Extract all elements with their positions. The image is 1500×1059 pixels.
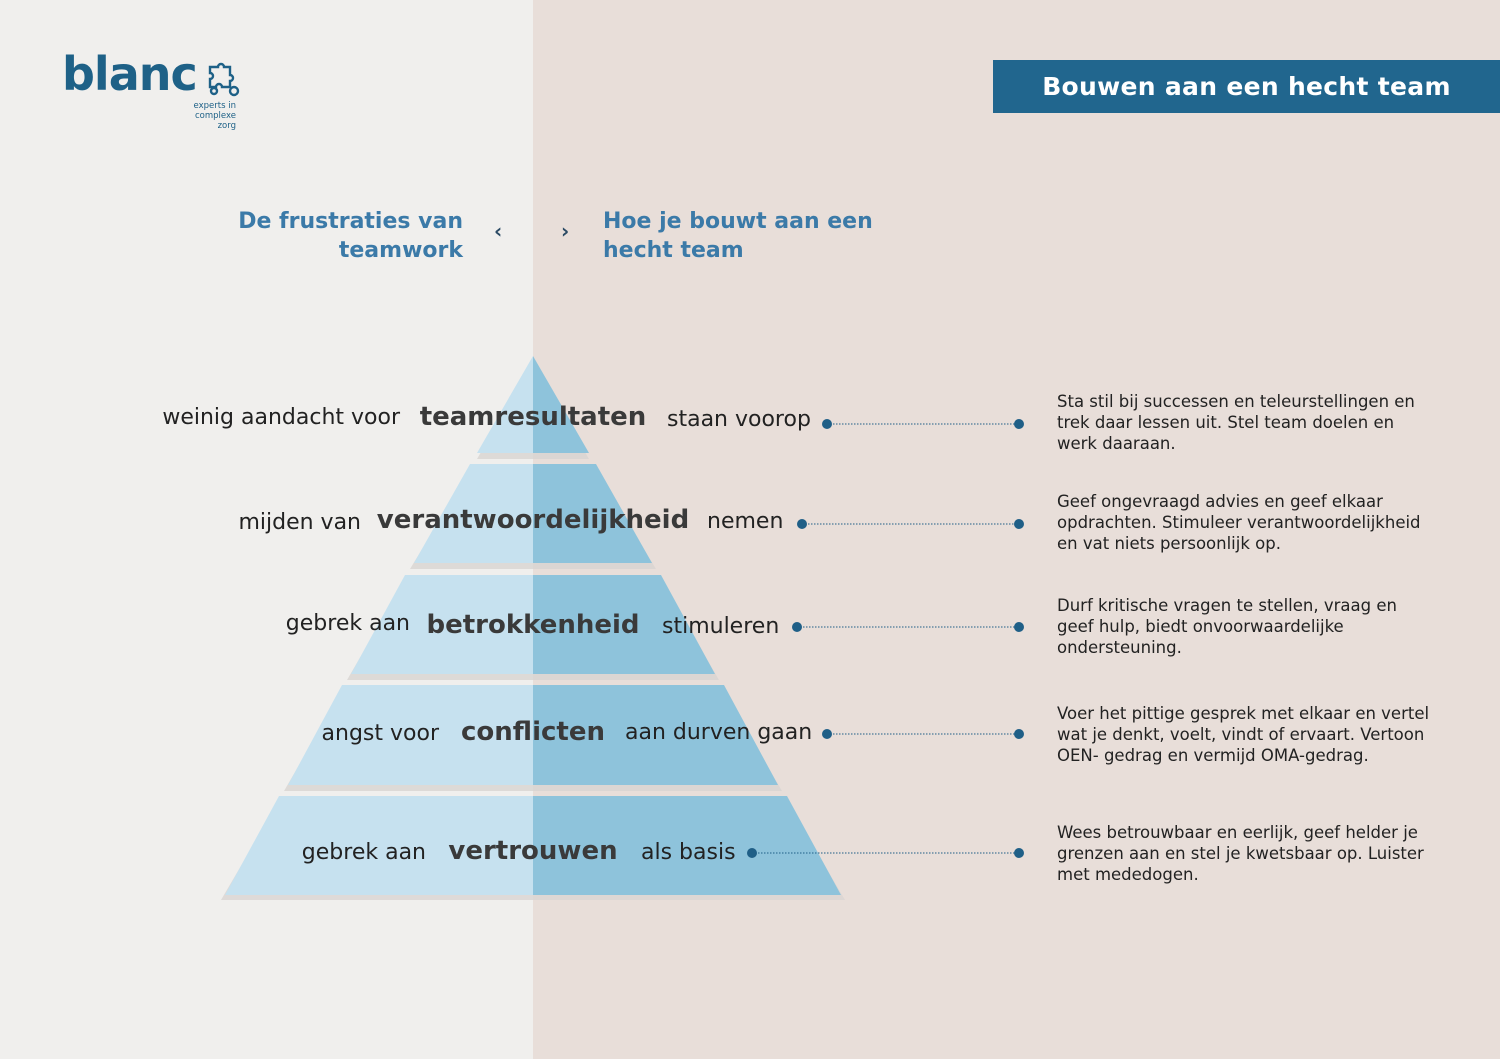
- level-2-build: nemen: [707, 509, 784, 534]
- level-3-description: Durf kritische vragen te stellen, vraag en geef hulp, biedt onvoorwaardelijke ondersteuning.: [1057, 596, 1397, 657]
- level-2-keyword: verantwoordelijkheid: [376, 505, 690, 535]
- build-heading: Hoe je bouwt aan een hecht team: [603, 209, 873, 263]
- level-5-build: als basis: [641, 840, 736, 865]
- chevron-left-icon: ‹: [494, 219, 503, 243]
- level-2-frustration: mijden van: [238, 510, 361, 535]
- level-5-description: Wees betrouwbaar en eerlijk, geef helder je grenzen aan en stel je kwetsbaar op. Luister met mededogen.: [1057, 823, 1424, 884]
- connector-lines: [752, 424, 1019, 853]
- level-4-build: aan durven gaan: [625, 720, 813, 745]
- chevron-right-icon: ›: [561, 219, 570, 243]
- level-4-description: Voer het pittige gesprek met elkaar en vertel wat je denkt, voelt, vindt of ervaart. Vertoon OEN- gedrag en vermijd OMA-gedrag.: [1057, 704, 1430, 765]
- title-banner: Bouwen aan een hecht team: [993, 60, 1500, 113]
- level-5-keyword: vertrouwen: [448, 836, 618, 866]
- level-4-frustration: angst voor: [321, 721, 439, 746]
- tagline-line-2: complexe zorg: [195, 111, 236, 131]
- level-1-frustration: weinig aandacht voor: [162, 405, 400, 430]
- connector-dots: [747, 419, 1024, 858]
- level-3-frustration: gebrek aan: [285, 611, 410, 636]
- tagline-line-1: experts in: [193, 101, 236, 111]
- level-4-keyword: conflicten: [461, 717, 605, 747]
- level-1-build: staan voorop: [667, 407, 811, 432]
- level-1-description: Sta stil bij successen en teleurstellingen en trek daar lessen uit. Stel team doelen en werk daaraan.: [1057, 392, 1415, 453]
- frustrations-heading: De frustraties van teamwork: [238, 209, 463, 263]
- level-2-description: Geef ongevraagd advies en geef elkaar opdrachten. Stimuleer verantwoordelijkheid en vat niets persoonlijk op.: [1057, 492, 1421, 553]
- level-3-keyword: betrokkenheid: [426, 610, 640, 640]
- level-1-keyword: teamresultaten: [419, 402, 647, 432]
- level-5-frustration: gebrek aan: [301, 840, 426, 865]
- level-3-build: stimuleren: [662, 614, 780, 639]
- logo-wordmark: blanc: [62, 47, 197, 101]
